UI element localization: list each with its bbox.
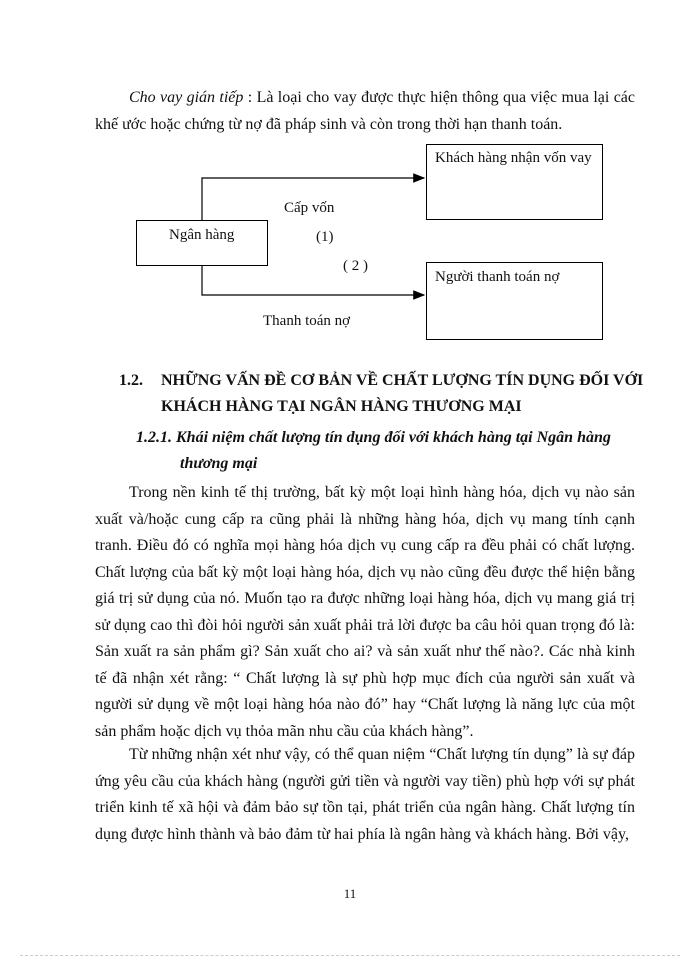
subsection-number: 1.2.1. xyxy=(136,429,172,446)
borrower-label: Khách hàng nhận vốn vay xyxy=(435,150,592,166)
intro-text: : Là loại cho vay được thực hiện thông qua việc mua lại các khế ước hoặc chứng từ nợ đã pháp sinh và còn trong thời hạn thanh toán. xyxy=(95,89,636,133)
arrow-bottom-label: Thanh toán nợ xyxy=(263,313,351,329)
subsection-title-line2: thương mại xyxy=(180,455,258,472)
section-number: 1.2. xyxy=(119,372,143,389)
arrow-top-label: Cấp vốn xyxy=(284,200,335,216)
page-number: 11 xyxy=(343,886,357,901)
payer-box xyxy=(426,262,603,340)
section-title-line2: KHÁCH HÀNG TẠI NGÂN HÀNG THƯƠNG MẠI xyxy=(161,398,522,415)
arrow-to-payer xyxy=(202,264,424,295)
page-bottom-divider xyxy=(20,955,680,956)
step-two-label: ( 2 ) xyxy=(343,258,368,274)
subsection-title-line1 xyxy=(136,425,635,451)
body-paragraph-2: Từ những nhận xét như vậy, có thể quan niệm “Chất lượng tín dụng” là sự đáp ứng yêu cầu của khách hàng (người gửi tiền và người vay tiền) phù hợp với sự phát triển kinh tế xã hội và đảm bảo sự tồn tại, phát triển của ngân hàng. Chất lượng tín dụng được hình thành và bảo đảm từ hai phía là ngân hàng và khách hàng. Bởi vậy, xyxy=(95,746,635,843)
bank-label: Ngân hàng xyxy=(169,227,235,243)
borrower-box xyxy=(426,144,603,220)
section-title-line1: NHỮNG VẤN ĐỀ CƠ BẢN VỀ CHẤT LƯỢNG TÍN DỤNG ĐỐI VỚI xyxy=(161,372,644,389)
subsection-title-text: Khái niệm chất lượng tín dụng đối với khách hàng tại Ngân hàng xyxy=(176,429,611,446)
intro-italic-term: Cho vay gián tiếp xyxy=(129,89,244,106)
payer-label: Người thanh toán nợ xyxy=(435,269,560,285)
lending-diagram xyxy=(0,0,700,360)
step-one-label: (1) xyxy=(316,229,334,245)
bank-box xyxy=(136,220,268,266)
body-paragraph-1: Trong nền kinh tế thị trường, bất kỳ một loại hình hàng hóa, dịch vụ nào sản xuất và/hoặc cung cấp ra cũng phải là những hàng hóa, dịch vụ mang tính cạnh tranh. Điều đó có nghĩa mọi hàng hóa dịch vụ cung cấp ra đều phải có chất lượng. Chất lượng của bất kỳ một loại hàng hóa, dịch vụ nào cũng đều được thể hiện bằng giá trị sử dụng của nó. Muốn tạo ra được những loại hàng hóa, dịch vụ mang giá trị sử dụng cao thì đòi hỏi người sản xuất phải trả lời được ba câu hỏi quan trọng đó là: Sản xuất ra sản phẩm gì? Sản xuất cho ai? và sản xuất như thế nào?. Các nhà kinh tế đã nhận xét rằng: “ Chất lượng là sự phù hợp mục đích của người sản xuất và người sử dụng về một loại hàng hóa nào đó” hay “Chất lượng là năng lực của một sản phẩm hoặc dịch vụ thỏa mãn nhu cầu của khách hàng”. xyxy=(95,484,635,740)
